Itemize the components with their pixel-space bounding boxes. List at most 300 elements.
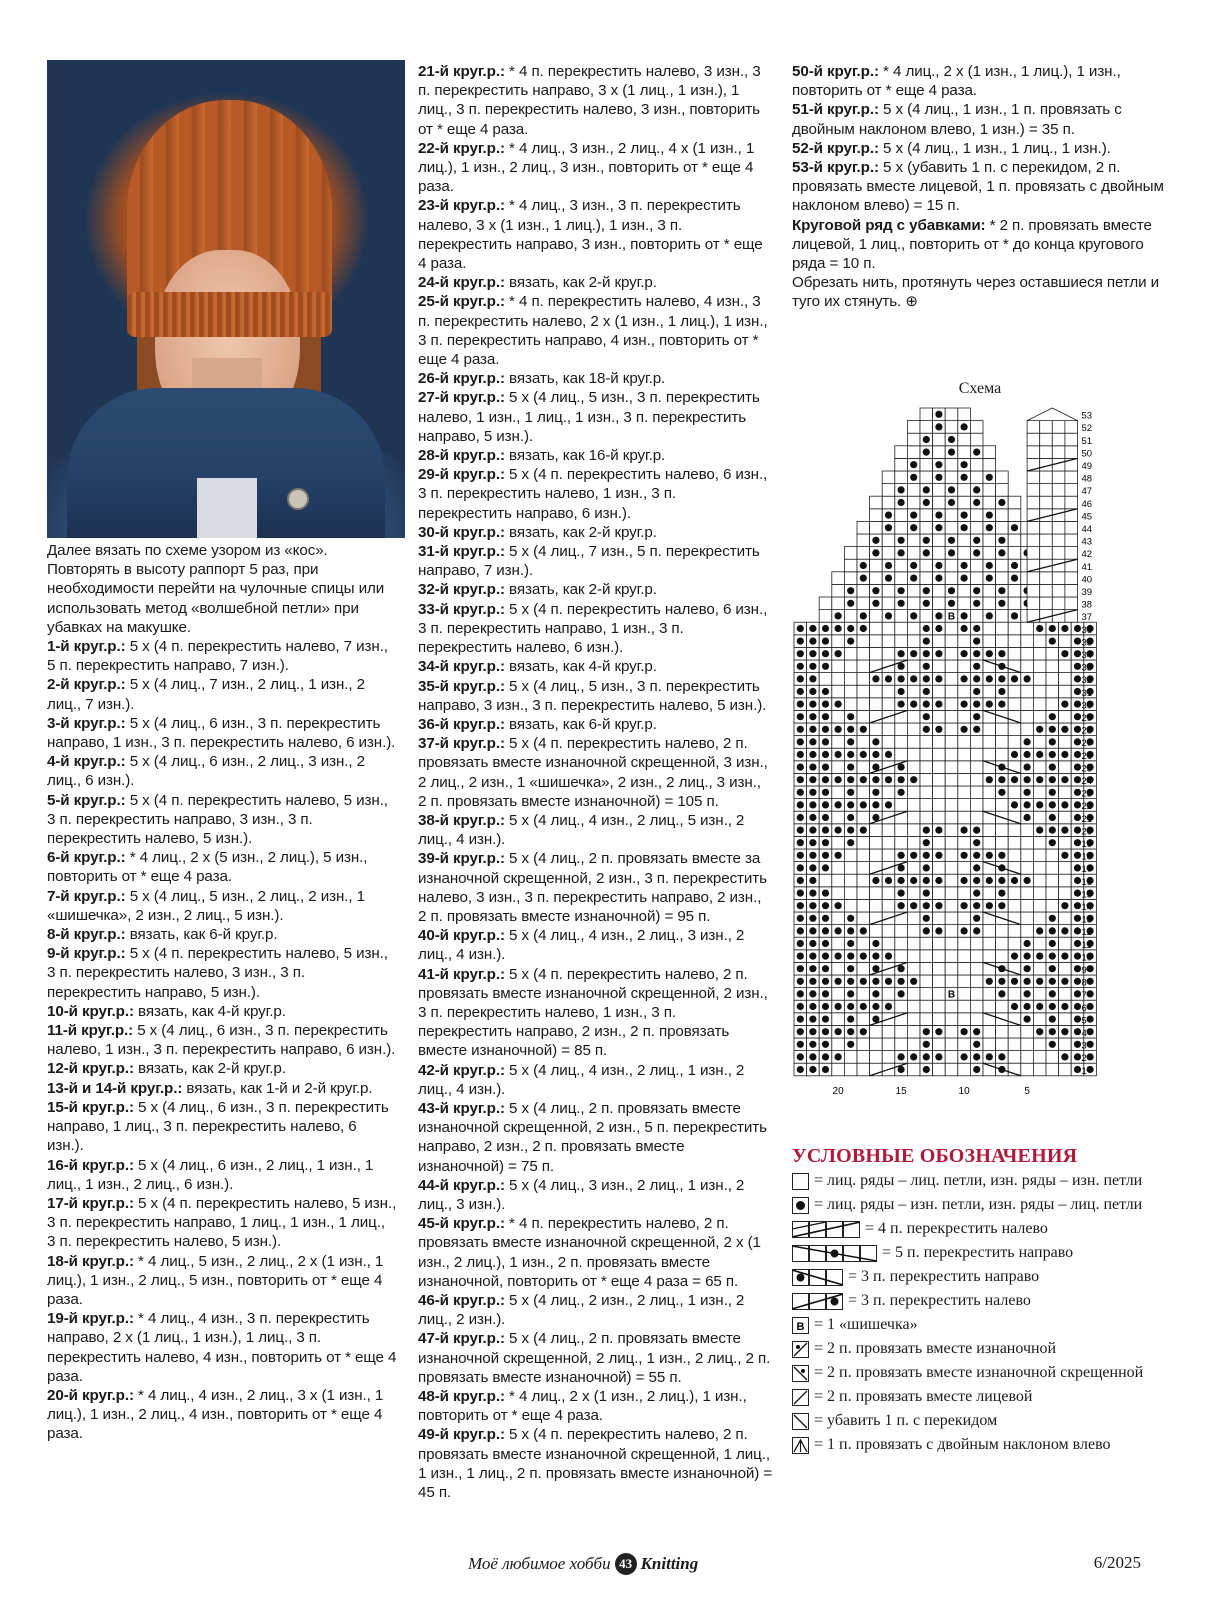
purl-dot	[923, 1066, 930, 1073]
instruction-paragraph	[418, 849, 773, 926]
purl-dot	[797, 1028, 804, 1035]
round-label: 47-й круг.р.:	[418, 1330, 505, 1348]
purl-dot	[948, 436, 955, 443]
purl-dot	[998, 902, 1005, 909]
purl-dot	[973, 701, 980, 708]
chart-cell	[1021, 1051, 1034, 1064]
purl-dot	[1087, 1016, 1094, 1023]
purl-dot	[822, 965, 829, 972]
chart-cell	[1059, 736, 1072, 749]
instruction-paragraph	[418, 369, 773, 388]
purl-dot	[1011, 1003, 1018, 1010]
purl-dot	[885, 524, 892, 531]
purl-dot	[1074, 688, 1081, 695]
chart-cell	[958, 975, 971, 988]
purl-dot	[961, 1028, 968, 1035]
chart-cell	[970, 799, 983, 812]
chart-cell	[983, 446, 996, 459]
purl-dot	[1011, 978, 1018, 985]
chart-cell	[1065, 484, 1078, 497]
purl-dot	[809, 1016, 816, 1023]
purl-dot	[1074, 902, 1081, 909]
instruction-paragraph	[47, 925, 397, 944]
purl-dot	[1087, 1053, 1094, 1060]
purl-dot	[1036, 726, 1043, 733]
purl-dot	[1049, 726, 1056, 733]
legend-item	[792, 1316, 1172, 1334]
row-label: 17	[1081, 864, 1093, 876]
chart-cell	[1027, 521, 1040, 534]
chart-cell	[1033, 988, 1046, 1001]
purl-dot	[797, 953, 804, 960]
chart-cell	[945, 1063, 958, 1076]
instruction-paragraph	[418, 1291, 773, 1329]
chart-cell	[895, 836, 908, 849]
chart-cell	[1046, 899, 1059, 912]
instruction-paragraph	[418, 1099, 773, 1176]
chart-cell	[945, 635, 958, 648]
purl-dot	[935, 423, 942, 430]
row-label: 21	[1081, 813, 1093, 825]
chart-cell	[1008, 547, 1021, 560]
purl-dot	[1049, 638, 1056, 645]
chart-cell	[832, 937, 845, 950]
chart-cell	[945, 1000, 958, 1013]
round-text: 5 х (4 лиц., 5 изн., 3 п. перекрестить налево, 1 изн., 1 лиц., 1 изн., 3 п. перекрестить направо, 5 изн.).	[418, 389, 760, 445]
chart-cell	[857, 685, 870, 698]
purl-dot	[910, 461, 917, 468]
empty-icon	[792, 1173, 809, 1190]
purl-dot	[1036, 1028, 1043, 1035]
purl-dot	[1049, 1028, 1056, 1035]
instruction-paragraph	[47, 1309, 397, 1386]
purl-dot	[822, 751, 829, 758]
purl-dot	[998, 990, 1005, 997]
purl-dot	[797, 713, 804, 720]
chart-cell	[958, 597, 971, 610]
purl-dot	[1074, 953, 1081, 960]
purl-dot	[923, 1053, 930, 1060]
chart-cell	[970, 471, 983, 484]
chart-cell	[1046, 1063, 1059, 1076]
chart-cell	[945, 559, 958, 572]
chart-cell	[1008, 937, 1021, 950]
purl-dot	[935, 1053, 942, 1060]
chart-cell	[945, 874, 958, 887]
chart-cell	[895, 458, 908, 471]
purl-dot	[986, 701, 993, 708]
chart-cell	[832, 874, 845, 887]
purl-dot	[1024, 978, 1031, 985]
round-text: 5 х (4 лиц., 6 изн., 2 лиц., 3 изн., 2 лиц., 6 изн.).	[47, 753, 365, 790]
round-text: 5 х (4 лиц., 5 изн., 3 п. перекрестить направо, 3 изн., 3 п. перекрестить налево, 5 изн.).	[418, 677, 767, 714]
purl-dot	[1049, 1016, 1056, 1023]
instruction-paragraph	[418, 196, 773, 273]
chart-cell	[983, 988, 996, 1001]
round-label: 27-й круг.р.:	[418, 389, 505, 407]
instruction-paragraph	[418, 1061, 773, 1099]
purl-dot	[847, 839, 854, 846]
round-text: * 4 п. перекрестить налево, 4 изн., 3 п. перекрестить налево, 2 х (1 изн., 1 лиц.), 1 изн., 3 п. перекрестить направо, 4 изн., повторить от * еще 4 раза.	[418, 293, 768, 369]
purl-dot	[986, 1053, 993, 1060]
purl-dot	[847, 814, 854, 821]
chart-cell	[1046, 849, 1059, 862]
chart-cell	[1021, 1038, 1034, 1051]
dot-icon	[792, 1197, 809, 1214]
chart-cell	[1033, 698, 1046, 711]
legend	[792, 1145, 1172, 1460]
row-label: 1	[1081, 1065, 1087, 1077]
round-text: 5 х (4 п. перекрестить налево, 5 изн., 3 п. перекрестить направо, 3 изн., 3 п. перекрестить налево, 5 изн.).	[47, 791, 388, 848]
purl-dot	[961, 701, 968, 708]
chart-cell	[983, 736, 996, 749]
round-text: вязать, как 2-й круг.р.	[133, 1060, 286, 1078]
round-text: * 4 лиц., 2 х (5 изн., 2 лиц.), 5 изн., повторить от * еще 4 раза.	[47, 849, 368, 886]
row-label: 50	[1081, 448, 1093, 460]
chart-cell	[958, 761, 971, 774]
purl-dot	[822, 688, 829, 695]
chart-cell	[1065, 521, 1078, 534]
purl-dot	[847, 764, 854, 771]
chart-cell	[1027, 496, 1040, 509]
chart-cell	[933, 975, 946, 988]
legend-text: = убавить 1 п. с перекидом	[814, 1412, 998, 1429]
chart-cell	[970, 509, 983, 522]
chart-cell	[996, 521, 1009, 534]
purl-dot	[860, 612, 867, 619]
round-label: 42-й круг.р.:	[418, 1061, 505, 1079]
purl-dot	[1074, 738, 1081, 745]
row-label: 42	[1081, 549, 1093, 561]
chart-cell	[1059, 635, 1072, 648]
chart-cell	[819, 597, 832, 610]
purl-dot	[935, 650, 942, 657]
chart-cell	[1021, 710, 1034, 723]
chart-cell	[983, 950, 996, 963]
row-label: 47	[1081, 486, 1093, 498]
chart-cell	[958, 710, 971, 723]
chart-cell	[907, 824, 920, 837]
purl-dot	[872, 600, 879, 607]
row-label: 38	[1081, 599, 1093, 611]
purl-dot	[1061, 625, 1068, 632]
chart-cell	[945, 748, 958, 761]
purl-dot	[797, 940, 804, 947]
chart-cell	[907, 925, 920, 938]
purl-dot	[1011, 801, 1018, 808]
purl-dot	[1024, 953, 1031, 960]
purl-dot	[885, 1003, 892, 1010]
purl-dot	[935, 675, 942, 682]
purl-dot	[797, 1003, 804, 1010]
instruction-paragraph	[792, 62, 1172, 100]
purl-dot	[1061, 1053, 1068, 1060]
chart-cell	[907, 1025, 920, 1038]
purl-dot	[961, 625, 968, 632]
chart-cell	[996, 559, 1009, 572]
chart-cell	[832, 1063, 845, 1076]
chart-cell	[958, 937, 971, 950]
purl-dot	[809, 751, 816, 758]
purl-dot	[998, 675, 1005, 682]
purl-dot	[797, 1041, 804, 1048]
purl-dot	[961, 562, 968, 569]
purl-dot	[1074, 638, 1081, 645]
chart-cell	[958, 988, 971, 1001]
purl-dot	[973, 675, 980, 682]
purl-dot	[1011, 751, 1018, 758]
round-text: Далее вязать по схеме узором из «кос». Повторять в высоту раппорт 5 раз, при необходимости перейти на чулочные спицы или использовать метод «волшебной петли» при убавках на макушке.	[47, 542, 385, 636]
chart-cell	[983, 496, 996, 509]
purl-dot	[847, 953, 854, 960]
round-label: 40-й круг.р.:	[418, 927, 505, 945]
purl-dot	[1024, 877, 1031, 884]
chart-cell	[857, 887, 870, 900]
purl-dot	[809, 814, 816, 821]
column-label: 20	[832, 1085, 844, 1097]
purl-dot	[923, 663, 930, 670]
chart-cell	[857, 673, 870, 686]
chart-cell	[920, 421, 933, 434]
purl-dot	[1074, 801, 1081, 808]
chart-cell	[844, 887, 857, 900]
purl-dot	[935, 1028, 942, 1035]
chart-cell	[920, 559, 933, 572]
purl-dot	[822, 927, 829, 934]
chart-cell	[907, 786, 920, 799]
purl-dot	[898, 650, 905, 657]
instruction-paragraph	[418, 1425, 773, 1502]
purl-dot	[1049, 1003, 1056, 1010]
purl-dot	[961, 726, 968, 733]
purl-dot	[1074, 927, 1081, 934]
purl-dot	[1061, 776, 1068, 783]
purl-dot	[847, 789, 854, 796]
chart-cell	[895, 610, 908, 623]
chart-cell	[983, 458, 996, 471]
round-label: 36-й круг.р.:	[418, 715, 505, 733]
chart-cell	[933, 937, 946, 950]
purl-dot	[885, 612, 892, 619]
chart-cell	[920, 937, 933, 950]
chart-cell	[907, 484, 920, 497]
chart-cell	[1021, 912, 1034, 925]
row-label: 7	[1081, 990, 1087, 1002]
row-label: 26	[1081, 750, 1093, 762]
purl-dot	[1087, 978, 1094, 985]
purl-dot	[860, 827, 867, 834]
chart-cell	[832, 673, 845, 686]
chart-cell	[996, 799, 1009, 812]
chart-cell	[1027, 446, 1040, 459]
chart-cell	[920, 773, 933, 786]
instruction-paragraph	[418, 715, 773, 734]
purl-dot	[872, 751, 879, 758]
round-label: 8-й круг.р.:	[47, 926, 126, 944]
purl-dot	[898, 587, 905, 594]
purl-dot	[910, 612, 917, 619]
chart-cell	[882, 836, 895, 849]
round-text: вязать, как 4-й круг.р.	[504, 658, 657, 676]
chart-cell	[844, 874, 857, 887]
purl-dot	[898, 1053, 905, 1060]
purl-dot	[809, 915, 816, 922]
purl-dot	[1024, 940, 1031, 947]
purl-dot	[822, 864, 829, 871]
chart-cell	[920, 975, 933, 988]
chart-cell	[870, 496, 883, 509]
purl-dot	[1074, 1003, 1081, 1010]
purl-dot	[822, 915, 829, 922]
chart-cell	[844, 647, 857, 660]
chart-cell	[844, 559, 857, 572]
purl-dot	[923, 499, 930, 506]
purl-dot	[872, 537, 879, 544]
instruction-paragraph	[418, 657, 773, 676]
chart-cell	[1059, 988, 1072, 1001]
purl-dot	[1049, 827, 1056, 834]
chart-cell	[857, 547, 870, 560]
chart-cell	[920, 962, 933, 975]
chart-cell	[882, 647, 895, 660]
purl-dot	[847, 738, 854, 745]
cross3l-icon	[792, 1293, 843, 1310]
purl-dot	[1074, 650, 1081, 657]
knitting-chart	[790, 404, 1110, 1104]
row-label: 13	[1081, 914, 1093, 926]
purl-dot	[822, 701, 829, 708]
chart-cell	[958, 1063, 971, 1076]
chart-cell	[1027, 471, 1040, 484]
round-label: 41-й круг.р.:	[418, 965, 505, 983]
purl-dot	[809, 713, 816, 720]
chart-cell	[870, 1051, 883, 1064]
purl-dot	[961, 474, 968, 481]
purl-dot	[935, 701, 942, 708]
purl-dot	[1049, 801, 1056, 808]
chart-cell	[907, 988, 920, 1001]
round-text: * 4 лиц., 3 изн., 2 лиц., 4 х (1 изн., 1 лиц.), 1 изн., 2 лиц., 3 изн., повторить от * еще 4 раза.	[418, 139, 755, 196]
chart-cell	[945, 1038, 958, 1051]
purl-dot	[1074, 978, 1081, 985]
chart-cell	[958, 748, 971, 761]
round-text: 5 х (4 лиц., 6 изн., 3 п. перекрестить направо, 1 изн., 3 п. перекрестить налево, 6 изн.).	[47, 714, 396, 752]
chart-cell	[933, 1063, 946, 1076]
purl-dot	[885, 575, 892, 582]
round-label: 2-й круг.р.:	[47, 676, 126, 694]
purl-dot	[910, 575, 917, 582]
purl-dot	[986, 675, 993, 682]
purl-dot	[809, 978, 816, 985]
chart-cell	[882, 925, 895, 938]
chart-cell	[945, 736, 958, 749]
purl-dot	[973, 1028, 980, 1035]
chart-cell	[1040, 597, 1053, 610]
chart-cell	[945, 1051, 958, 1064]
purl-dot	[835, 827, 842, 834]
round-label: 31-й круг.р.:	[418, 543, 505, 561]
chart-cell	[1059, 1038, 1072, 1051]
purl-dot	[923, 726, 930, 733]
purl-dot	[822, 1003, 829, 1010]
chart-cell	[958, 773, 971, 786]
round-text: 5 х (4 лиц., 5 изн., 2 лиц., 2 изн., 1 «шишечка», 2 изн., 2 лиц., 5 изн.).	[47, 887, 365, 924]
chart-cell	[996, 950, 1009, 963]
purl-dot	[1024, 814, 1031, 821]
chart-cell	[1008, 723, 1021, 736]
purl-dot	[973, 839, 980, 846]
purl-dot	[1049, 965, 1056, 972]
chart-cell	[907, 1038, 920, 1051]
instruction-paragraph	[47, 752, 397, 790]
chart-cell	[907, 723, 920, 736]
purl-dot	[1011, 877, 1018, 884]
purl-dot	[898, 549, 905, 556]
chart-cell	[933, 748, 946, 761]
chart-cell	[945, 912, 958, 925]
purl-dot	[835, 978, 842, 985]
chart-cell	[832, 736, 845, 749]
purl-dot	[1074, 839, 1081, 846]
round-label: 51-й круг.р.:	[792, 101, 879, 119]
purl-dot	[835, 726, 842, 733]
purl-dot	[860, 1003, 867, 1010]
chart-cell	[857, 862, 870, 875]
chart-cell	[933, 836, 946, 849]
chart-cell	[857, 937, 870, 950]
purl-dot	[998, 537, 1005, 544]
purl-dot	[797, 1053, 804, 1060]
purl-dot	[872, 953, 879, 960]
round-text: вязать, как 1-й и 2-й круг.р.	[182, 1079, 373, 1097]
chart-cell	[882, 899, 895, 912]
round-text: 5 х (4 лиц., 4 изн., 2 лиц., 3 изн., 2 лиц., 4 изн.).	[418, 927, 745, 964]
round-label: 23-й круг.р.:	[418, 197, 505, 215]
chart-cell	[945, 799, 958, 812]
purl-dot	[797, 701, 804, 708]
chart-cell	[907, 660, 920, 673]
chart-cell	[958, 1038, 971, 1051]
round-text: вязать, как 4-й круг.р.	[133, 1002, 286, 1020]
round-label: 25-й круг.р.:	[418, 293, 505, 311]
legend-item	[792, 1436, 1172, 1454]
round-label: 13-й и 14-й круг.р.:	[47, 1079, 183, 1097]
chart-cell	[895, 723, 908, 736]
purl-dot	[1061, 726, 1068, 733]
purl-dot	[935, 625, 942, 632]
purl-dot	[910, 877, 917, 884]
chart-cell	[970, 761, 983, 774]
chart-cell	[958, 484, 971, 497]
purl-dot	[872, 990, 879, 997]
purl-dot	[1049, 915, 1056, 922]
round-text: 5 х (4 п. перекрестить налево, 2 п. провязать вместе изнаночной скрещенной, 1 лиц., 1 изн., 1 лиц., 2 п. провязать вместе изнаночной) = 45 п.	[418, 1426, 773, 1502]
purl-dot	[998, 789, 1005, 796]
purl-dot	[809, 764, 816, 771]
chart-cell	[1040, 446, 1053, 459]
purl-dot	[1011, 776, 1018, 783]
chart-cell	[933, 761, 946, 774]
chart-cell	[882, 685, 895, 698]
chart-cell	[1008, 685, 1021, 698]
round-text: 5 х (4 лиц., 6 изн., 3 п. перекрестить налево, 1 изн., 3 п. перекрестить направо, 6 изн.).	[47, 1022, 396, 1059]
chart-cell	[1021, 622, 1034, 635]
round-label: 11-й круг.р.:	[47, 1022, 134, 1040]
purl-dot	[847, 726, 854, 733]
chart-cell	[907, 862, 920, 875]
purl-dot	[822, 776, 829, 783]
chart-cell	[970, 421, 983, 434]
